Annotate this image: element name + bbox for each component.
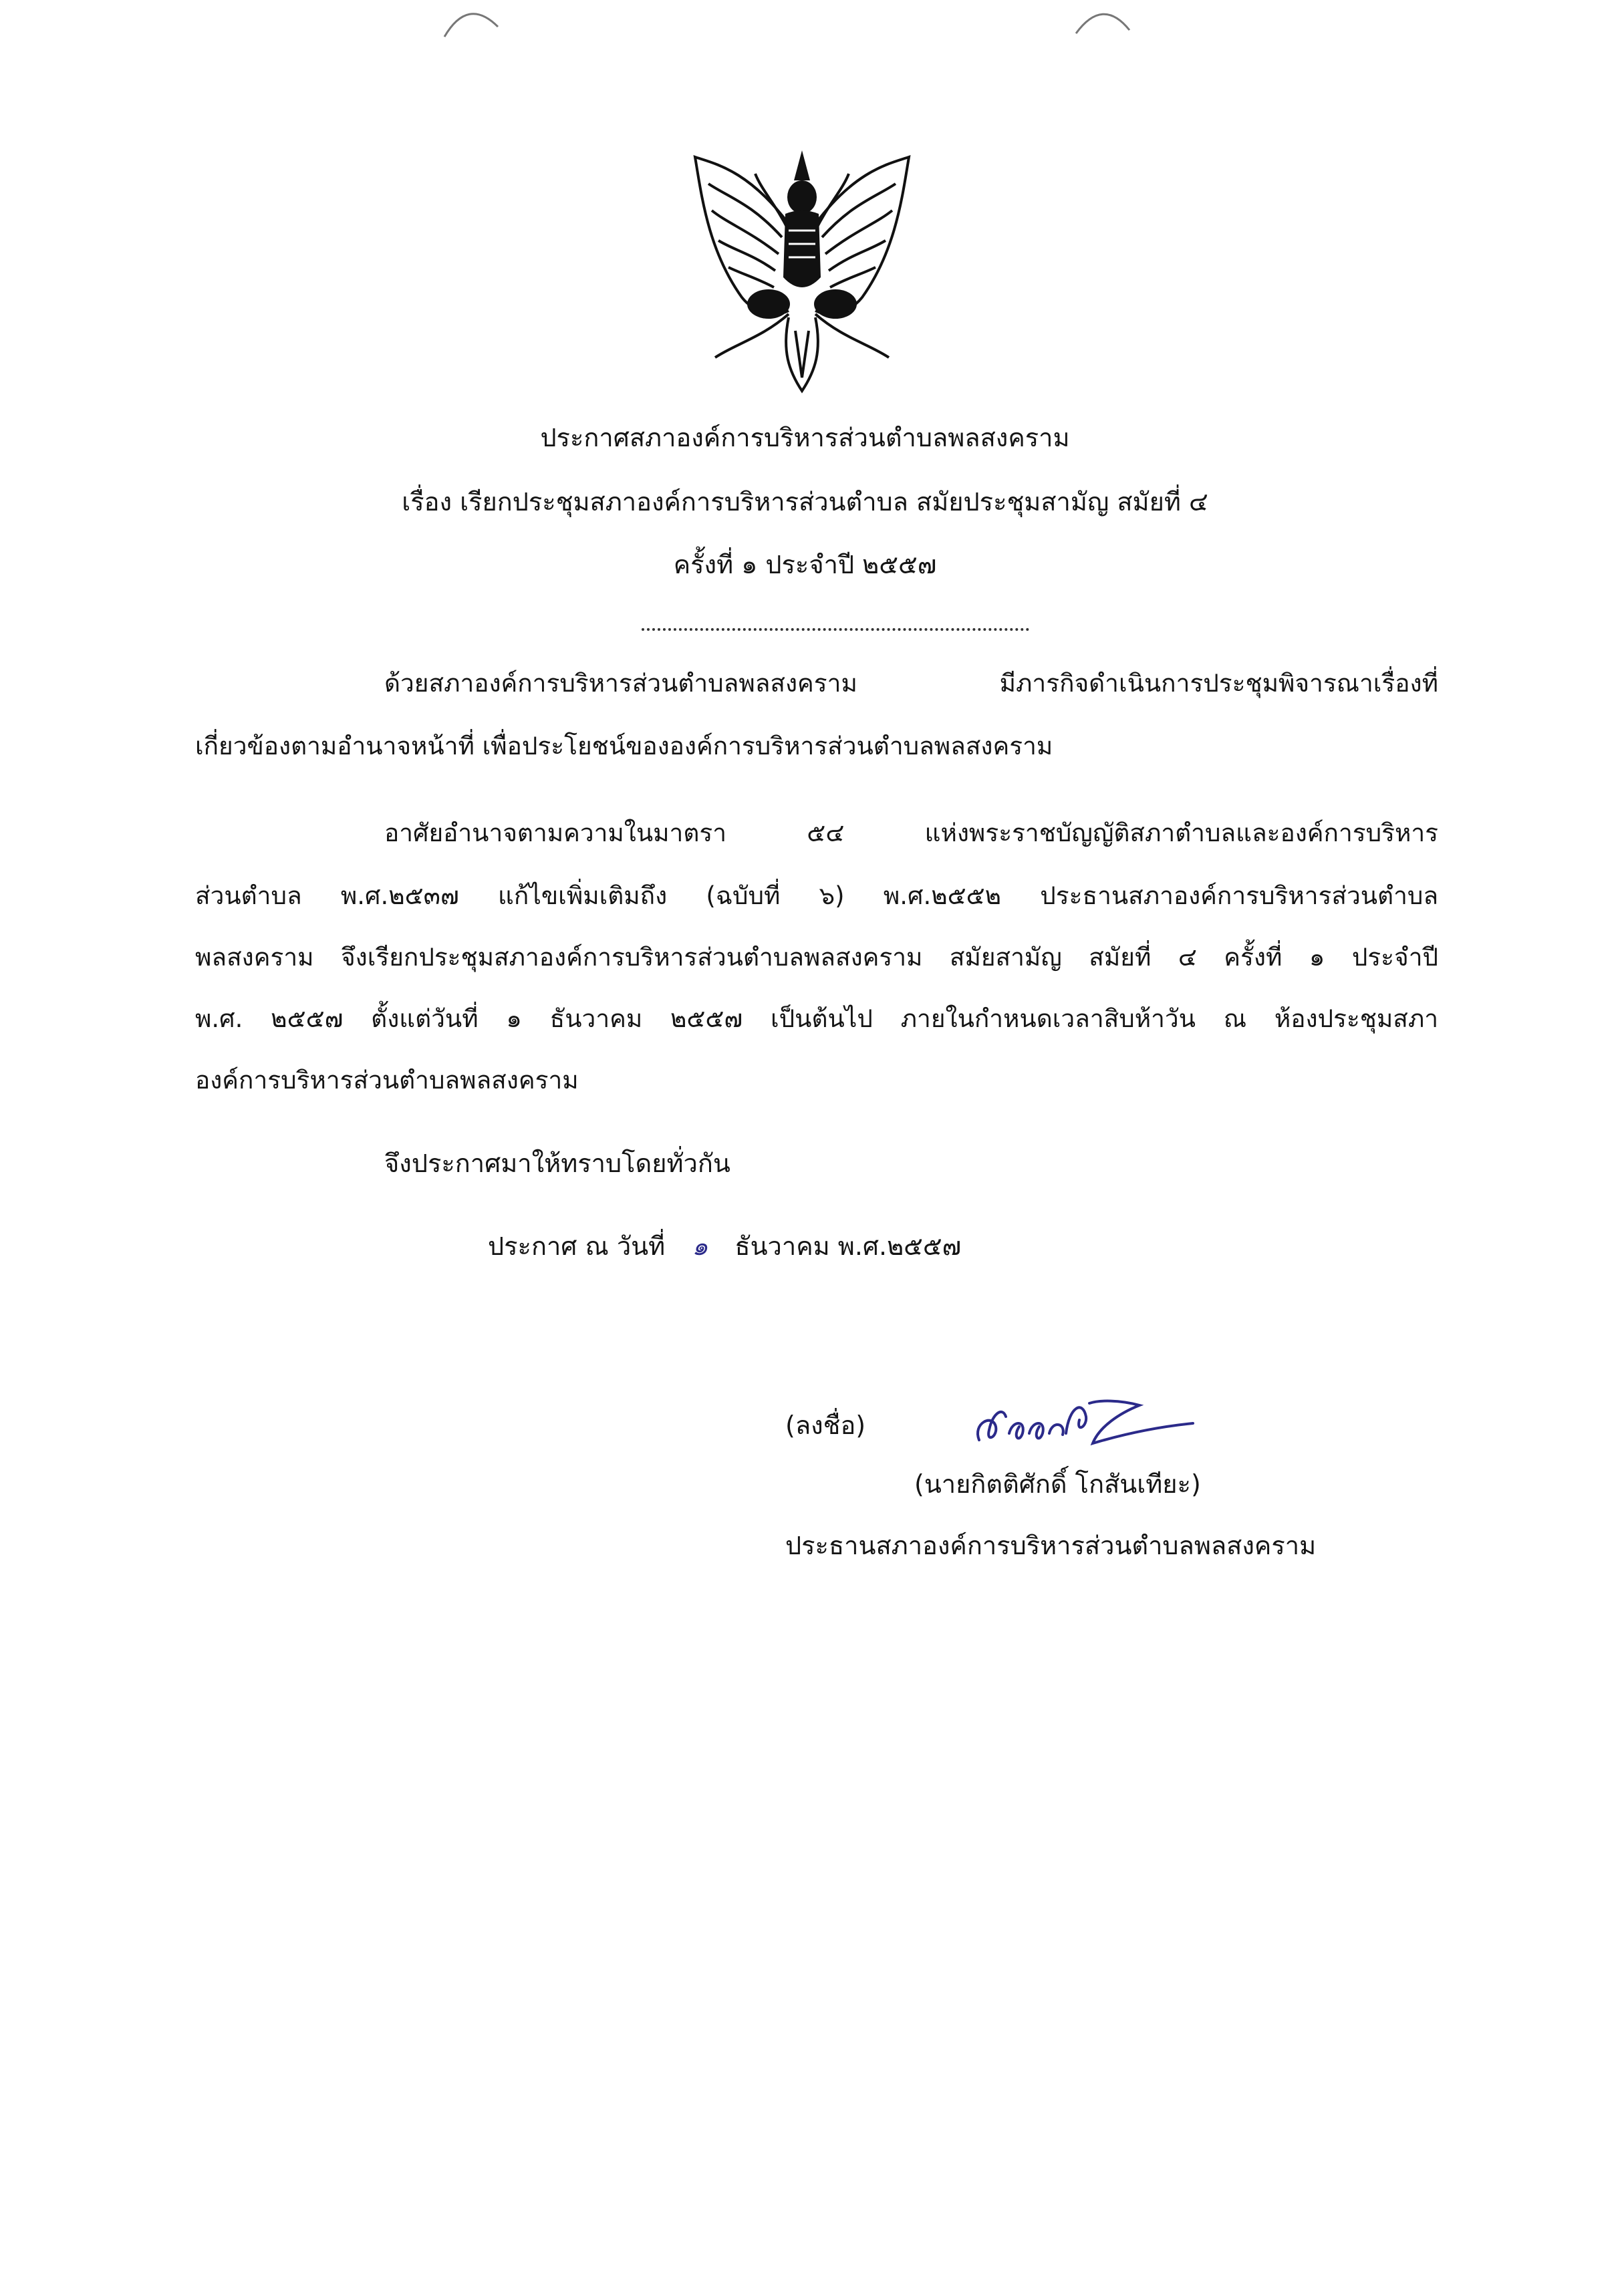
punch-hole-right [1073, 0, 1133, 40]
signatory-name: (นายกิตติศักดิ์ โกสันเทียะ) [914, 1469, 1201, 1499]
paragraph-1-line-2: เกี่ยวข้องตามอำนาจหน้าที่ เพื่อประโยชน์ขององค์การบริหารส่วนตำบลพลสงคราม [195, 732, 1053, 760]
paragraph-2-line-1: อาศัยอำนาจตามความในมาตรา ๕๔ แห่งพระราชบัญญัติสภาตำบลและองค์การบริหาร [384, 819, 1438, 847]
sign-label: (ลงชื่อ) [785, 1411, 866, 1440]
date-day-handwritten: ๑ [692, 1232, 708, 1261]
announcement-date [488, 1231, 961, 1263]
paragraph-1-line-1: ด้วยสภาองค์การบริหารส่วนตำบลพลสงคราม มีภารกิจดำเนินการประชุมพิจารณาเรื่องที่ [384, 669, 1438, 698]
announcement-subject: เรื่อง เรียกประชุมสภาองค์การบริหารส่วนตำบล สมัยประชุมสามัญ สมัยที่ ๔ [402, 487, 1208, 517]
closing-statement: จึงประกาศมาให้ทราบโดยทั่วกัน [384, 1149, 730, 1178]
punch-hole-left [441, 0, 501, 40]
header-divider [642, 628, 1029, 631]
date-suffix: ธันวาคม พ.ศ.๒๕๕๗ [734, 1232, 962, 1261]
announcement-session: ครั้งที่ ๑ ประจำปี ๒๕๕๗ [673, 550, 937, 579]
handwritten-signature [966, 1387, 1200, 1460]
paragraph-2-line-2: ส่วนตำบล พ.ศ.๒๕๓๗ แก้ไขเพิ่มเติมถึง (ฉบับที่ ๖) พ.ศ.๒๕๕๒ ประธานสภาองค์การบริหารส่วนตำบล [195, 881, 1438, 910]
paragraph-2-line-3: พลสงคราม จึงเรียกประชุมสภาองค์การบริหารส่วนตำบลพลสงคราม สมัยสามัญ สมัยที่ ๔ ครั้งที่ ๑ ประจำปี [195, 943, 1438, 972]
garuda-emblem-icon [688, 144, 916, 398]
paragraph-2-line-4: พ.ศ. ๒๕๕๗ ตั้งแต่วันที่ ๑ ธันวาคม ๒๕๕๗ เป็นต้นไป ภายในกำหนดเวลาสิบห้าวัน ณ ห้องประชุมสภา [195, 1004, 1438, 1033]
signatory-title: ประธานสภาองค์การบริหารส่วนตำบลพลสงคราม [785, 1531, 1317, 1560]
date-prefix: ประกาศ ณ วันที่ [488, 1232, 666, 1261]
announcement-title: ประกาศสภาองค์การบริหารส่วนตำบลพลสงคราม [540, 423, 1070, 452]
paragraph-2-line-5: องค์การบริหารส่วนตำบลพลสงคราม [195, 1066, 579, 1095]
